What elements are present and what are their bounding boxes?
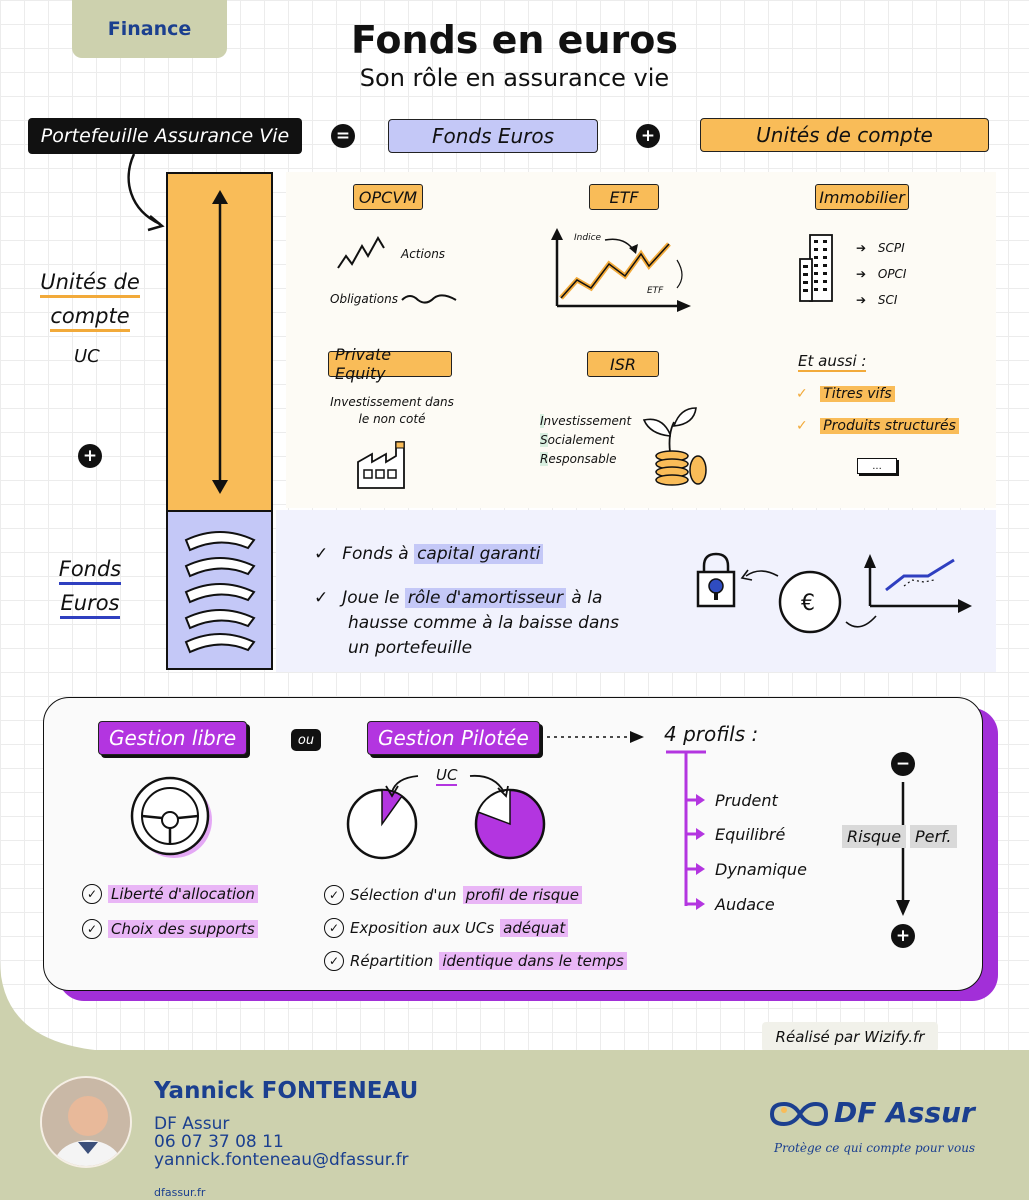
pilotee-item: ✓ Répartition identique dans le temps — [324, 949, 627, 973]
page-subtitle: Son rôle en assurance vie — [359, 64, 670, 92]
immobilier-list — [856, 235, 906, 313]
gestion-libre-label: Gestion libre — [98, 721, 247, 755]
fe-bullet-1: ✓ Fonds à capital garanti — [314, 544, 543, 564]
profiles-list — [696, 788, 807, 916]
dfassur-logo-icon — [768, 1100, 830, 1128]
obligations-wave-icon — [400, 290, 458, 306]
uc-side-label: Unités de compte — [30, 265, 150, 333]
curved-arrow-icon — [120, 150, 170, 232]
isr-text: Investissement Socialement Responsable — [540, 414, 632, 466]
etf-small-label: ETF — [647, 286, 664, 296]
gestion-pilotee-label: Gestion Pilotée — [367, 721, 540, 755]
contact-name: Yannick FONTENEAU — [154, 1078, 419, 1104]
safe-euro-chart-icon — [690, 546, 980, 638]
isr-label: ISR — [587, 351, 659, 377]
profils-title: 4 profils : — [664, 722, 759, 746]
more-dots-icon: ... — [857, 458, 897, 474]
et-aussi-label: Et aussi : — [798, 352, 867, 370]
profile-item: Dynamique — [696, 857, 807, 881]
equals-icon: = — [331, 124, 355, 148]
unites-compte-pill: Unités de compte — [700, 118, 989, 152]
private-equity-text: Investissement dans le non coté — [330, 395, 454, 426]
profile-item: Equilibré — [696, 822, 807, 846]
actions-zigzag-icon — [336, 232, 388, 272]
plant-coins-icon — [640, 404, 710, 486]
credit-label: Réalisé par Wizify.fr — [762, 1022, 938, 1052]
factory-icon — [354, 438, 412, 490]
etf-chart-icon — [545, 226, 693, 316]
uc-label: UC — [436, 766, 458, 784]
fonds-euros-pill: Fonds Euros — [388, 119, 598, 153]
indice-label: Indice — [574, 233, 602, 243]
libre-item: ✓ Liberté d'allocation — [82, 882, 258, 906]
contact-email[interactable]: yannick.fonteneau@dfassur.fr — [154, 1150, 409, 1170]
page-title: Fonds en euros — [351, 18, 678, 62]
profile-item: Prudent — [696, 788, 807, 812]
immobilier-item: ➔ SCI — [856, 293, 898, 307]
etf-label: ETF — [589, 184, 659, 210]
building-icon — [798, 233, 836, 303]
libre-list — [82, 882, 258, 941]
immobilier-item: ➔ SCPI — [856, 241, 905, 255]
brand-name: DF Assur — [834, 1096, 975, 1129]
brand-slogan: Protège ce qui compte pour vous — [774, 1141, 976, 1155]
pilotee-item: ✓ Sélection d'un profil de risque — [324, 883, 627, 907]
contact-phone[interactable]: 06 07 37 08 11 — [154, 1132, 284, 1152]
pilotee-item: ✓ Exposition aux UCs adéquat — [324, 916, 627, 940]
obligations-text: Obligations — [330, 292, 398, 306]
contact-details — [154, 1115, 409, 1169]
plus-icon: + — [891, 924, 915, 948]
perf-chip: Perf. — [910, 825, 957, 848]
pilotee-list — [324, 883, 627, 973]
minus-icon: − — [891, 752, 915, 776]
plus-icon: + — [636, 124, 660, 148]
dotted-arrow-icon — [538, 729, 648, 745]
fe-side-label: Fonds Euros — [30, 552, 150, 620]
category-tag: Finance — [72, 0, 227, 58]
double-arrow-icon — [206, 186, 234, 498]
plus-icon: + — [78, 444, 102, 468]
footer-curve — [0, 960, 130, 1052]
contact-company: DF Assur — [154, 1114, 230, 1134]
svg-text:€: € — [801, 591, 815, 616]
risk-arrow-icon — [893, 780, 913, 920]
ou-chip: ou — [291, 729, 321, 751]
actions-text: Actions — [401, 247, 446, 261]
et-aussi-item: ✓ Titres vifs — [796, 386, 895, 402]
steering-wheel-icon — [126, 772, 218, 862]
website-link[interactable]: dfassur.fr — [154, 1186, 206, 1199]
risque-chip: Risque — [842, 825, 906, 848]
uc-abbr: UC — [74, 346, 100, 367]
immobilier-item: ➔ OPCI — [856, 267, 907, 281]
profile-item: Audace — [696, 892, 807, 916]
fe-bullet-2: ✓ Joue le rôle d'amortisseur à la hausse comme à la baisse dans un portefeuille — [314, 588, 619, 658]
private-equity-label: Private Equity — [328, 351, 452, 377]
immobilier-label: Immobilier — [815, 184, 909, 210]
libre-item: ✓ Choix des supports — [82, 917, 258, 941]
portfolio-label: Portefeuille Assurance Vie — [28, 118, 302, 154]
et-aussi-item: ✓ Produits structurés — [796, 418, 959, 434]
opcvm-label: OPCVM — [353, 184, 423, 210]
spring-icon — [178, 526, 262, 654]
avatar — [40, 1076, 132, 1168]
